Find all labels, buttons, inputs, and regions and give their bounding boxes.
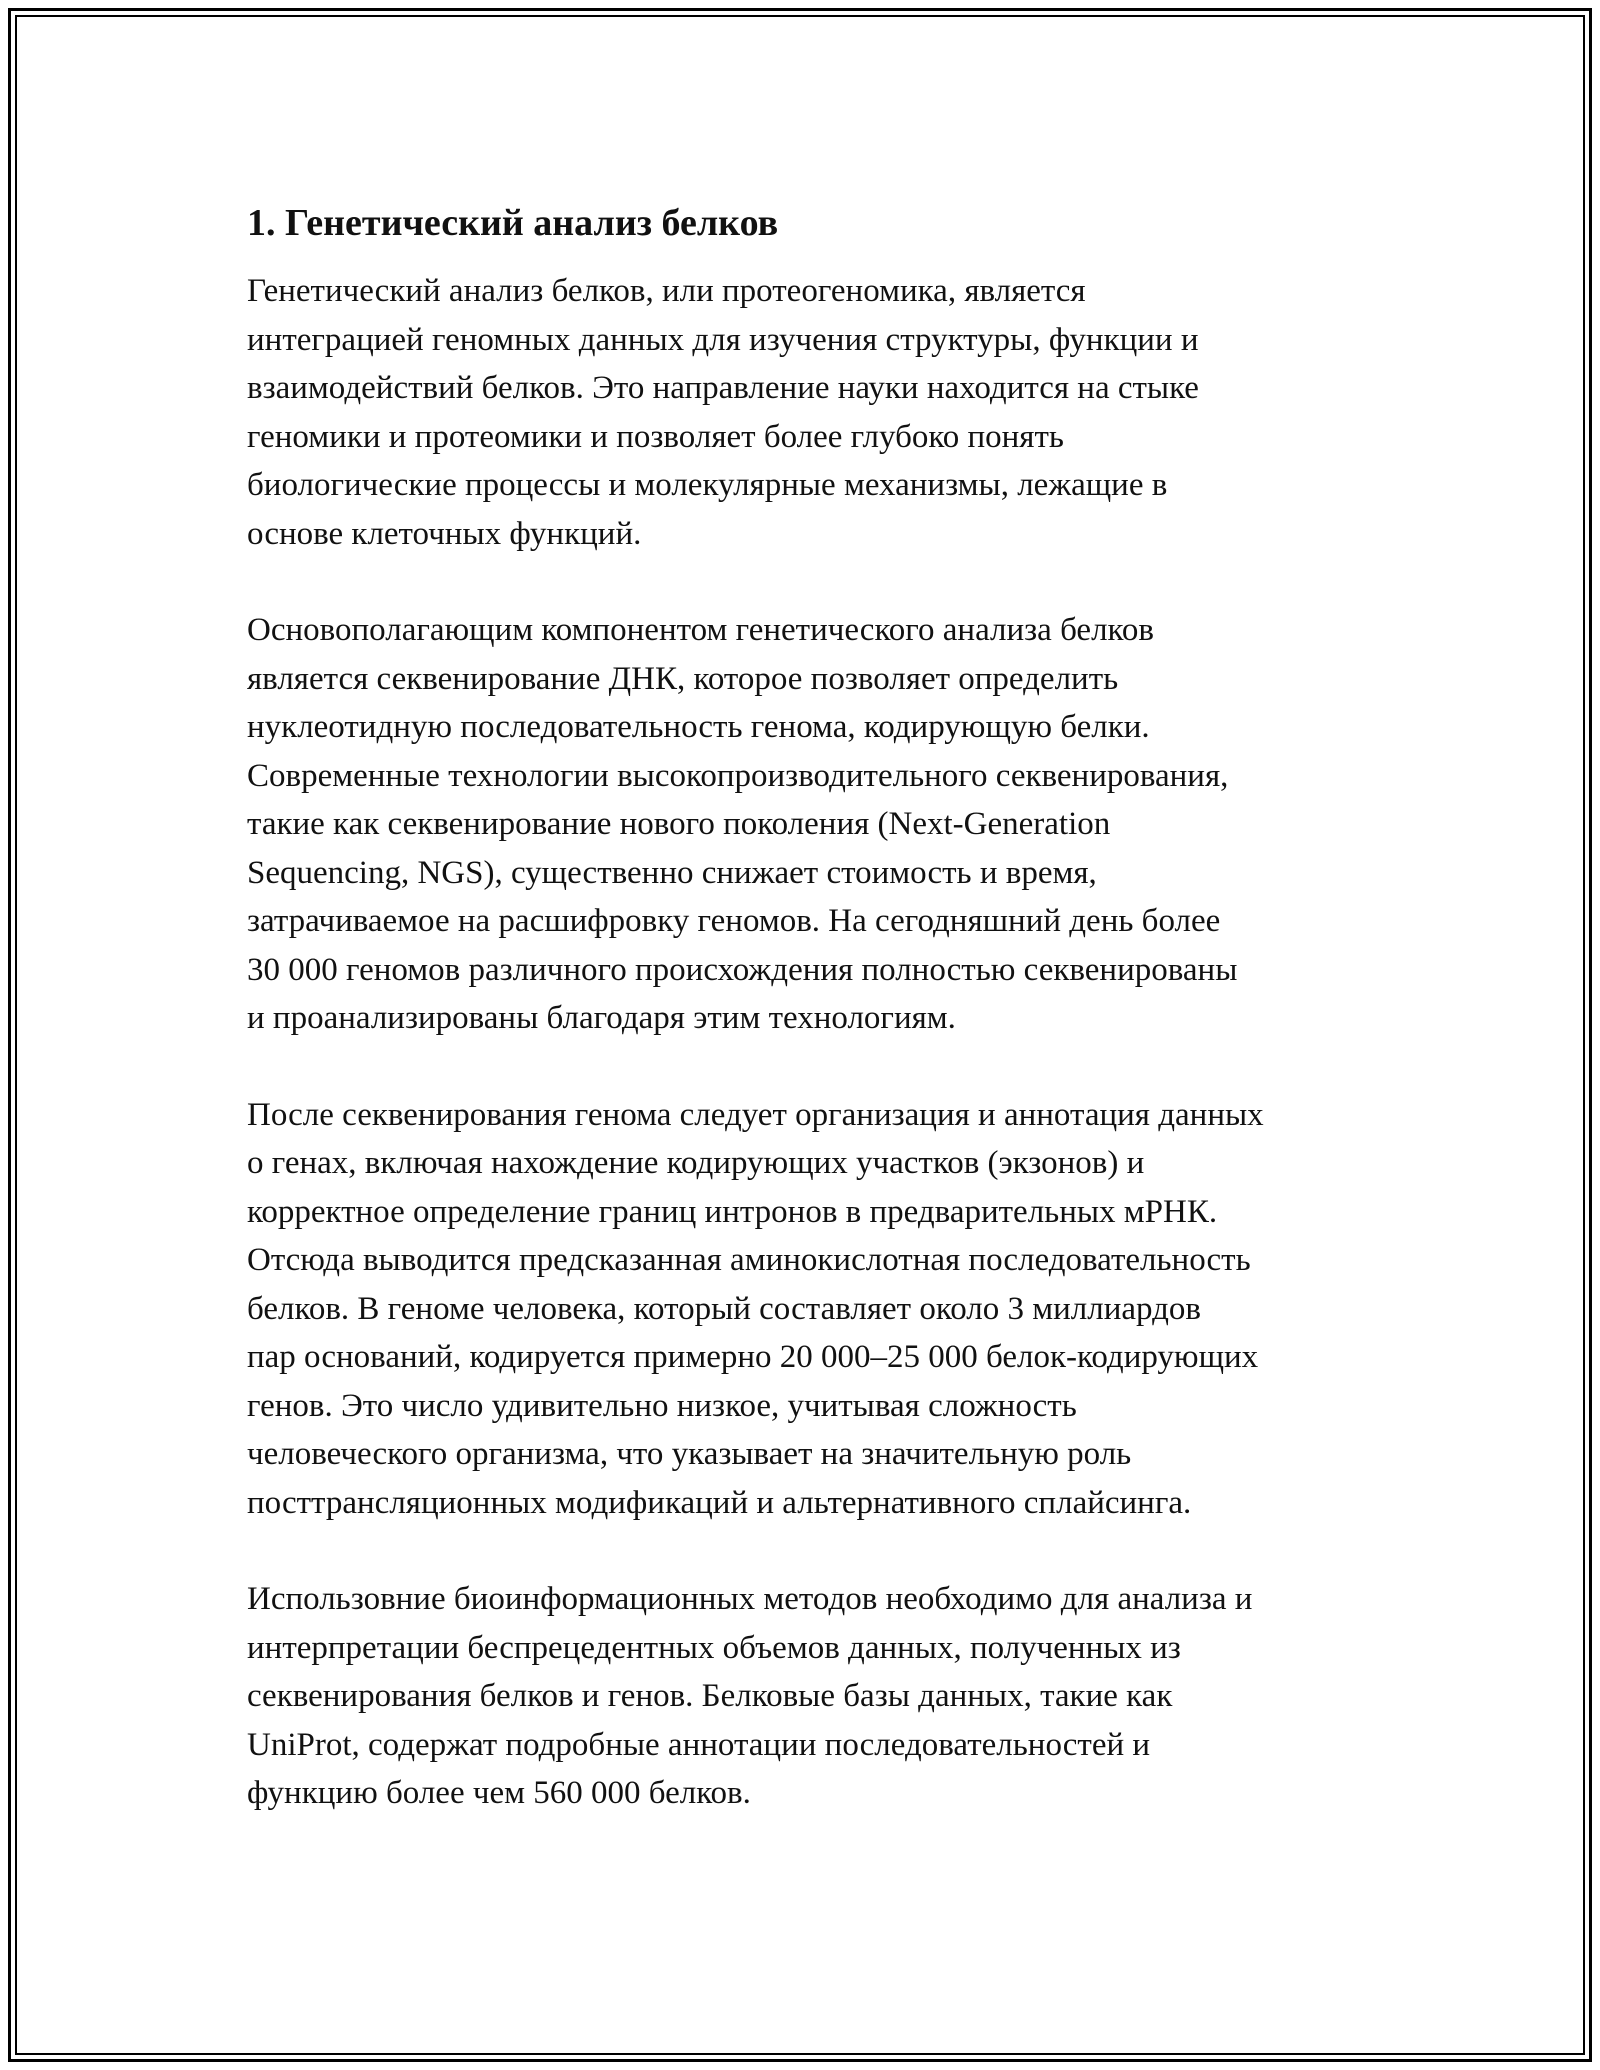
text-line: UniProt, содержат подробные аннотации последовательностей и [247,1726,1151,1763]
text-line: Современные технологии высокопроизводительного секвенирования, [247,757,1229,794]
text-line: генов. Это число удивительно низкое, учитывая сложность [247,1387,1077,1424]
text-line: корректное определение границ интронов в предварительных мРНК. [247,1193,1218,1230]
paragraph-1 [247,267,1397,558]
text-line: Отсюда выводится предсказанная аминокислотная последовательность [247,1242,1251,1278]
text-line: геномики и протеомики и позволяет более глубоко понять [247,418,1064,455]
page-border [8,8,1592,2062]
text-line: После секвенирования генома следует организация и аннотация данных [247,1096,1264,1133]
text-line: и проанализированы благодаря этим технологиям. [247,1000,956,1036]
paragraph-4 [247,1575,1397,1818]
text-line: функцию более чем 560 000 белков. [247,1775,751,1811]
text-line: такие как секвенирование нового поколения (Next-Generation [247,806,1111,842]
text-line: Sequencing, NGS), существенно снижает стоимость и время, [247,854,1097,891]
text-line: пар оснований, кодируется примерно 20 000–25 000 белок-кодирующих [247,1339,1259,1375]
text-line: взаимодействий белков. Это направление науки находится на стыке [247,370,1199,406]
text-line: является секвенирование ДНК, которое позволяет определить [247,660,1119,697]
text-line: основе клеточных функций. [247,515,642,552]
text-line: нуклеотидную последовательность генома, кодирующую белки. [247,709,1150,745]
paragraph-2 [247,606,1397,1043]
text-line: интерпретации беспрецедентных объемов данных, полученных из [247,1629,1181,1666]
paragraph-3 [247,1091,1397,1528]
text-line: человеческого организма, что указывает на значительную роль [247,1436,1132,1472]
text-line: Использовние биоинформационных методов необходимо для анализа и [247,1581,1253,1617]
text-line: Генетический анализ белков, или протеогеномика, является [247,273,1086,309]
text-line: о генах, включая нахождение кодирующих участков (экзонов) и [247,1145,1145,1181]
text-line: интеграцией геномных данных для изучения структуры, функции и [247,321,1199,358]
text-line: секвенирования белков и генов. Белковые базы данных, такие как [247,1678,1173,1714]
text-line: Основополагающим компонентом генетического анализа белков [247,612,1154,648]
text-line: 30 000 геномов различного происхождения полностью секвенированы [247,951,1238,988]
text-line: биологические процессы и молекулярные механизмы, лежащие в [247,467,1168,503]
text-line: посттрансляционных модификаций и альтернативного сплайсинга. [247,1484,1192,1521]
text-line: затрачиваемое на расшифровку геномов. На сегодняшний день более [247,903,1221,939]
section-heading: 1. Генетический анализ белков [247,202,779,244]
text-line: белков. В геноме человека, который составляет около 3 миллиардов [247,1290,1201,1327]
document-body [247,199,1397,1866]
